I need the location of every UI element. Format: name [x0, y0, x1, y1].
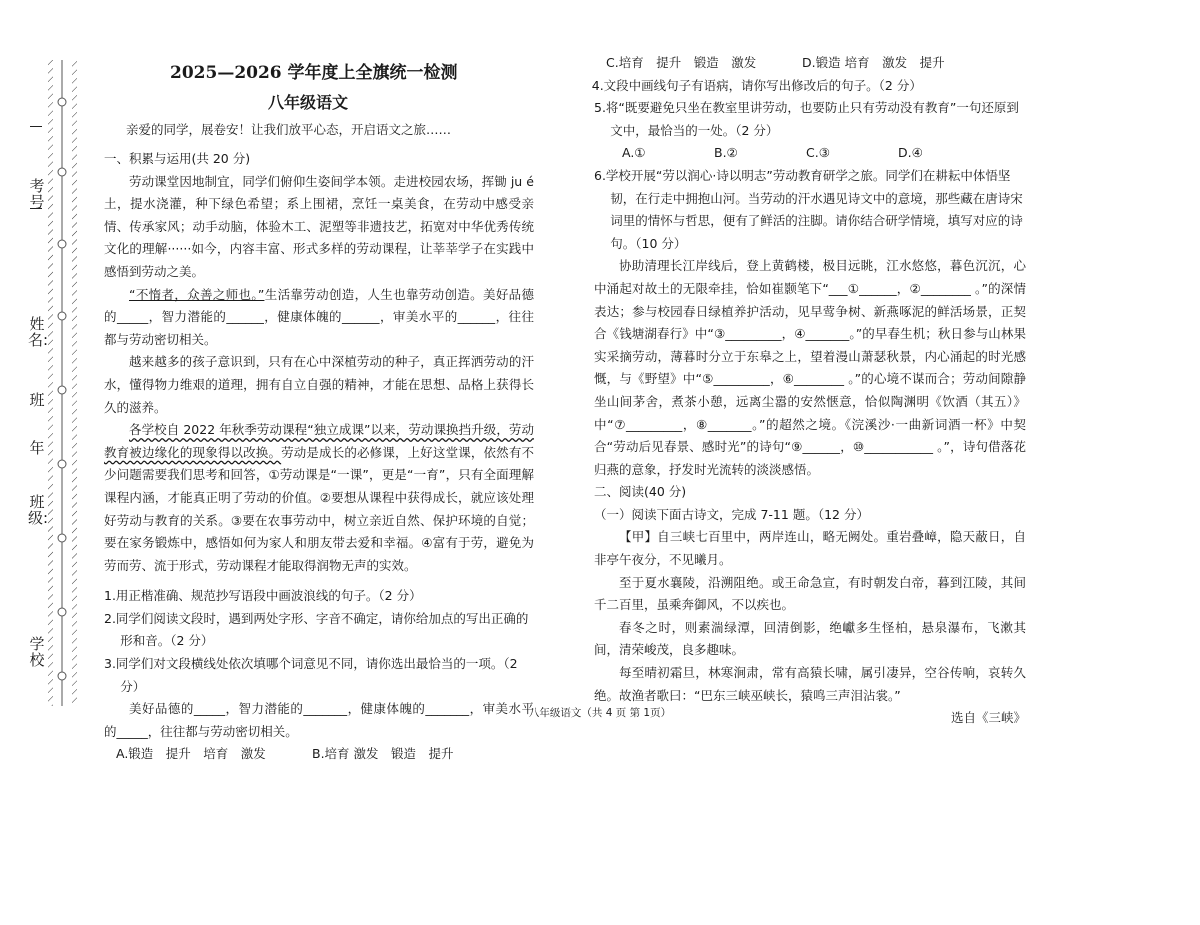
classical-text-p3: 春冬之时，则素湍绿潭，回清倒影，绝巘多生怪柏，悬泉瀑布，飞漱其间，清荣峻茂，良多趣味。: [594, 619, 1026, 658]
section-1-heading: 一、积累与运用(共 20 分): [104, 151, 251, 166]
quote-underlined: “不惰者，众善之师也。”: [129, 286, 265, 302]
question-6: 6.学校开展“劳以润心·诗以明志”劳动教育研学之旅。同学们在耕耘中体悟坚韧，在行走中拥抱山河。当劳动的汗水遇见诗文中的意境，那些藏在唐诗宋词里的情怀与哲思，便有了鲜活的注脚。请你结合研学情境，填写对应的诗句。（10 分）: [594, 167, 1023, 251]
right-column: [591, 52, 1026, 730]
question-6-body: 协助清理长江岸线后，登上黄鹤楼，极目远眺，江水悠悠，暮色沉沉，心中涌起对故土的无限牵挂，恰如崔颢笔下“___①______，②________ 。”的深情表达；参与校园春日绿植养护活动，见早莺争树、新燕啄泥的鲜活场景，正契合《钱塘湖春行》中“③_________，④_______。”的早春生机；秋日参与山林果实采摘劳动，薄暮时分立于东皋之上，望着漫山萧瑟秋景，内心涌起的时光感慨，与《野望》中“⑤_________，⑥________ 。”的心境不谋而合；劳动间隙静坐山间茅舍，煮茶小憩，远离尘嚣的安然惬意，恰似陶渊明《饮酒（其五）》中“⑦_________，⑧_______。”的超然之境。《浣溪沙·一曲新词酒一杯》中契合“劳动后见春景、感时光”的诗句“⑨______，⑩___________ 。”，诗句借落花归燕的意象，抒发时光流转的淡淡感悟。: [594, 258, 1026, 477]
page-footer: 八年级语文（共 4 页 第 1页）: [528, 707, 672, 719]
q5-option-a: A.①: [622, 145, 646, 161]
passage-paragraph-4: [104, 419, 534, 577]
passage-paragraph-2-rest: 生活靠劳动创造，人生也靠劳动创造。美好品德的_____，智力潜能的______，健康体魄的______，审美水平的______，往往都与劳动密切相关。: [104, 286, 534, 347]
question-3-options: [104, 743, 534, 766]
question-2: 2.同学们阅读文段时，遇到两处字形、字音不确定，请你给加点的写出正确的形和音。（2 分）: [104, 610, 529, 649]
section-2-subheading: （一）阅读下面古诗文，完成 7-11 题。（12 分）: [594, 506, 869, 522]
wavy-underlined-sentence: 各学校自 2022 年秋季劳动课程“独立成课”以来，劳动课换挡升级，劳动教育被边缘化的现象得以改换。: [104, 422, 534, 460]
exam-subtitle: 八年级语文: [268, 93, 349, 112]
section-1: [104, 148, 534, 766]
class-char-label: 班: [29, 391, 45, 409]
q3-option-d: D.锻造 培育 激发 提升: [802, 55, 945, 70]
question-4: 4.文段中画线句子有语病，请你写出修改后的句子。（2 分）: [591, 77, 922, 93]
classical-text-jia: 【甲】自三峡七百里中，两岸连山，略无阙处。重岩叠嶂，隐天蔽日，自非亭午夜分，不见曦月。: [594, 529, 1026, 568]
q5-option-c: C.③: [806, 145, 830, 161]
classical-text-p4: 每至晴初霜旦，林寒涧肃，常有高猿长啸，属引凄异，空谷传响，哀转久绝。故渔者歌曰：“巴东三峡巫峡长，猿鸣三声泪沾裳。”: [594, 665, 1026, 703]
class-label: 班级:: [28, 493, 49, 527]
name-label: 姓名:: [28, 315, 49, 349]
q5-option-b: B.②: [714, 145, 738, 161]
binding-line-decoration: [44, 60, 80, 706]
passage-paragraph-4-rest: 劳动是成长的必修课，上好这堂课，依然有不少问题需要我们思考和回答，①劳动课是“一课”，更是“一育”，只有全面理解课程内涵，才能真正明了劳动的价值。②要想从课程中获得成长，就应该处理好劳动与教育的关系。③要在农事劳动中，树立亲近自然、保护环境的自觉；要在家务锻炼中，感悟如何为家人和朋友带去爱和幸福。④富有于劳，避免为劳而劳、流于形式，劳动课程才能取得润物无声的实效。: [104, 444, 534, 573]
school-label: 学校: [29, 635, 45, 669]
binding-margin: [44, 60, 80, 706]
question-3-options-cont: [594, 52, 1026, 75]
passage-paragraph-3: 越来越多的孩子意识到，只有在心中深植劳动的种子，真正挥洒劳动的汗水，懂得物力维艰的道理，拥有自立自强的精神，才能在思想、品格上获得长久的滋养。: [104, 354, 534, 415]
exam-number-label: 考号: [29, 177, 45, 211]
section-2-heading: 二、阅读(40 分): [594, 484, 687, 500]
question-3-text: 美好品德的_____，智力潜能的_______，健康体魄的_______，审美水平的_____，往往都与劳动密切相关。: [104, 701, 534, 739]
exam-title: 2025—2026 学年度上全旗统一检测: [170, 63, 458, 83]
q5-option-d: D.④: [898, 145, 923, 161]
passage-paragraph-1: 劳动课堂因地制宜，同学们俯仰生姿间学本领。走进校园农场，挥锄 ju é 土，提水浇灌，种下绿色希望；系上围裙，烹饪一桌美食，在劳动中感受亲情、传承家风；动手动脑，体验木工、泥塑等非遗技艺，拓宽对中华优秀传统文化的理解······如今，内容丰富、形式多样的劳动课程，让莘莘学子在实践中感悟到劳动之美。: [104, 173, 534, 279]
question-5-options: [594, 142, 1026, 165]
examno-underline: [30, 126, 42, 127]
q3-option-b: B.培育 激发 锻造 提升: [312, 746, 454, 762]
classical-text-p2: 至于夏水襄陵，沿溯阻绝。或王命急宣，有时朝发白帝，暮到江陵，其间千二百里，虽乘奔御风，不以疾也。: [594, 574, 1026, 613]
q3-option-c: C.培育 提升 锻造 激发: [606, 55, 757, 70]
source-citation: 选自《三峡》: [950, 710, 1026, 726]
greeting: 亲爱的同学，展卷安！让我们放平心态，开启语文之旅……: [126, 122, 452, 137]
question-1: 1.用正楷准确、规范抄写语段中画波浪线的句子。（2 分）: [104, 588, 422, 604]
grade-char-label: 年: [29, 439, 45, 457]
q3-option-a: A.锻造 提升 培育 激发: [116, 746, 266, 762]
question-5: 5.将“既要避免只坐在教室里讲劳动，也要防止只有劳动没有教育”一句还原到文中，最恰当的一处。（2 分）: [594, 100, 1019, 138]
question-3: 3.同学们对文段横线处依次填哪个词意见不同，请你选出最恰当的一项。（2 分）: [104, 656, 518, 694]
passage-paragraph-2: [104, 284, 534, 352]
